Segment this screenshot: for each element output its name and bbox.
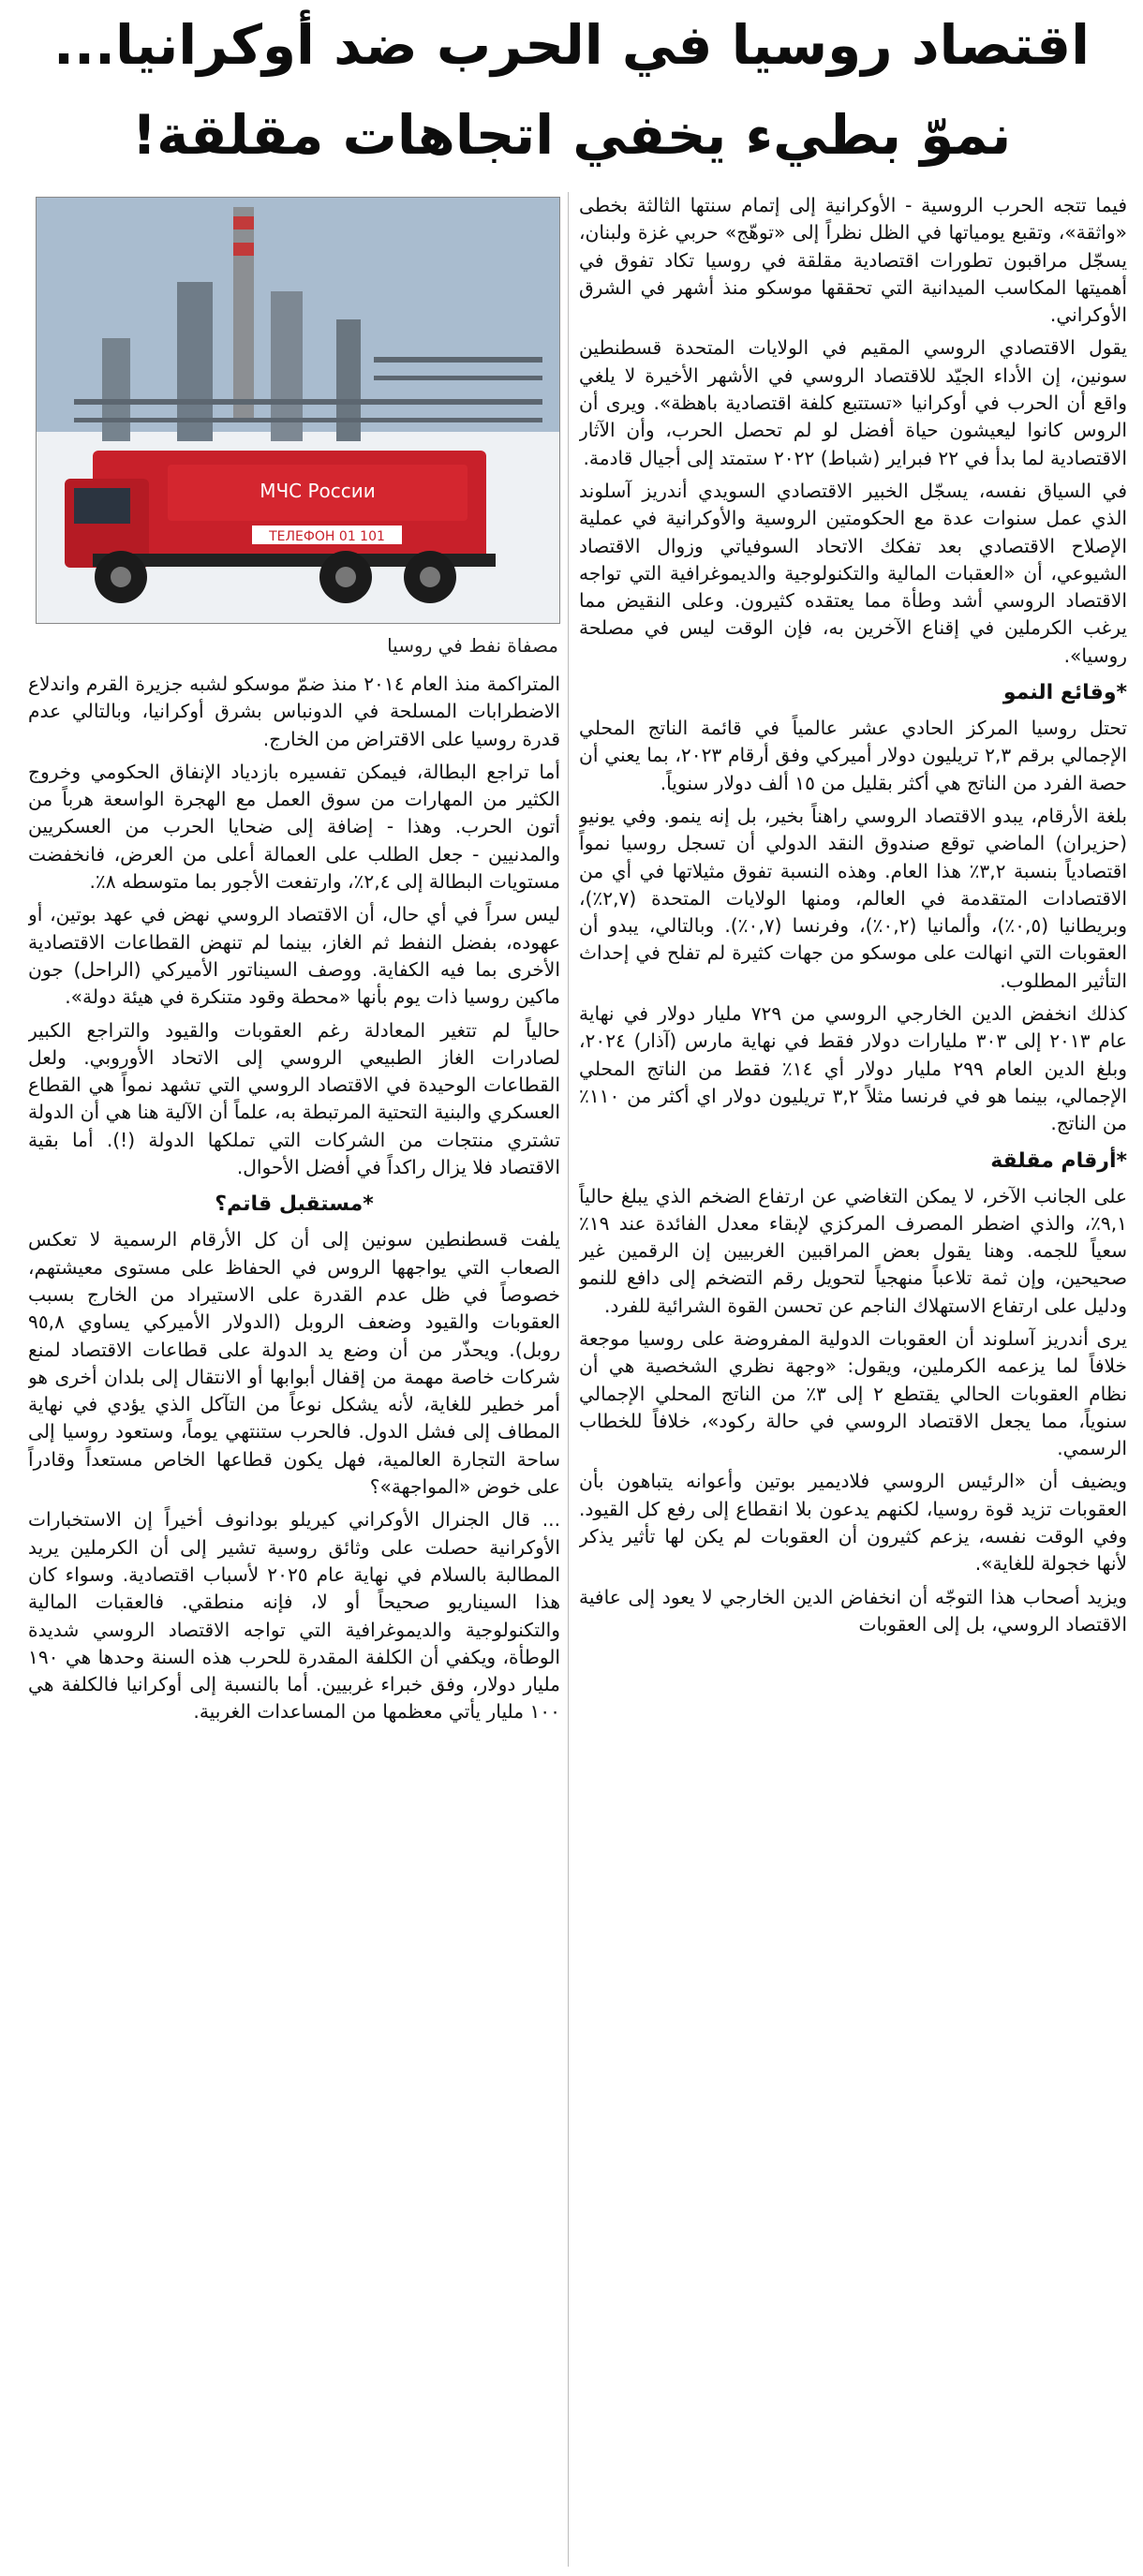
headline-line-1: اقتصاد روسيا في الحرب ضد أوكرانيا...: [52, 13, 1091, 77]
paragraph: أما تراجع البطالة، فيمكن تفسيره بازدياد الإنفاق الحكومي وخروج الكثير من المهارات من سوق العمل مع الهجرة الواسعة هرباً من أتون الحرب. وهذا - إضافة إلى ضحايا الحرب من العسكريين والمدنيين - جعل الطلب على العمالة أعلى من العرض، فانخفضت مستويات البطالة إلى ٢,٤٪، وارتفعت الأجور بما متوسطه ٨٪.: [28, 760, 560, 894]
paragraph: يقول الاقتصادي الروسي المقيم في الولايات المتحدة قسطنطين سونين، إن الأداء الجيّد للاقتصاد الروسي في الأشهر الأخيرة لا يلغي واقع أن الحرب في أوكرانيا «تستتبع كلفة اقتصادية باهظة». ويرى أن الروس كانوا ليعيشون حياة أفضل لو لم تحصل الحرب، وأن الآثار الاقتصادية لما بدأ في ٢٢ فبراير (شباط) ٢٠٢٢ ستمتد إلى أجيال قادمة.: [579, 336, 1127, 469]
refinery-photo-illustration: [37, 198, 559, 623]
paragraph: فيما تتجه الحرب الروسية - الأوكرانية إلى إتمام سنتها الثالثة بخطى «واثقة»، وتقبع يومياتها في الظل نظراً إلى «توهّج» حربي غزة ولبنان، يسجّل مراقبون تطورات اقتصادية مقلقة في روسيا تكاد تفوق في أهميتها المكاسب الميدانية التي تحققها موسكو منذ أشهر في الشرق الأوكراني.: [579, 194, 1127, 327]
article-headline: [0, 0, 1143, 197]
paragraph: المتراكمة منذ العام ٢٠١٤ منذ ضمّ موسكو لشبه جزيرة القرم واندلاع الاضطرابات المسلحة في الدونباس بشرق أوكرانيا، وبالتالي عدم قدرة روسيا على الاقتراض من الخارج.: [28, 673, 560, 750]
paragraph: ويزيد أصحاب هذا التوجّه أن انخفاض الدين الخارجي لا يعود إلى عافية الاقتصاد الروسي، بل إلى العقوبات: [579, 1585, 1127, 1636]
right-column: [579, 192, 1127, 2567]
section-heading-growth: *وقائع النمو: [1002, 681, 1127, 705]
paragraph: في السياق نفسه، يسجّل الخبير الاقتصادي السويدي أندريز آسلوند الذي عمل سنوات عدة مع الحكومتين الروسية والأوكرانية في عملية الإصلاح الاقتصادي بعد تفكك الاتحاد السوفياتي وزوال الاقتصاد الشيوعي، أن «العقبات المالية والتكنولوجية والديموغرافية التي تواجه الاقتصاد الروسي أشد وطأة مما يعتقده كثيرون. وعلى النقيض مما يرغب الكرملين في إقناع الآخرين به، فإن الوقت ليس في مصلحة روسيا».: [579, 479, 1127, 667]
paragraph: يلفت قسطنطين سونين إلى أن كل الأرقام الرسمية لا تعكس الصعاب التي يواجهها الروس في الحفاظ على مستوى معيشتهم، خصوصاً في ظل عدم القدرة على الاستيراد من الخارج بسبب العقوبات والقيود وضعف الروبل (الدولار الأميركي يساوي ٩٥,٨ روبل). ويحذّر من أن وضع يد الدولة على قطاعات الاقتصاد لمنع شركات خاصة مهمة من إقفال أبوابها أو الانتقال إلى بلدان أخرى هو أمر خطير للغاية، لأنه يشكل نوعاً من التآكل الذي يؤدي في نهاية المطاف إلى فشل الدول. فالحرب ستنتهي يوماً، وستعود روسيا إلى ساحة التجارة العالمية، فهل يكون قطاعها الخاص مستعداً وقادراً على خوض «المواجهة»؟: [28, 1228, 560, 1499]
paragraph: تحتل روسيا المركز الحادي عشر عالمياً في قائمة الناتج المحلي الإجمالي برقم ٢,٣ تريليون دولار أميركي وفق أرقام ٢٠٢٣، بما يعني أن حصة الفرد من الناتج هي أكثر بقليل من ١٥ ألف دولار سنوياً.: [579, 717, 1127, 794]
paragraph: حالياً لم تتغير المعادلة رغم العقوبات والقيود والتراجع الكبير لصادرات الغاز الطبيعي الروسي إلى الاتحاد الأوروبي. ولعل القطاعات الوحيدة في الاقتصاد الروسي التي تشهد نمواً هي القطاع العسكري والبنية التحتية المرتبطة به، علماً أن الآلية هنا هي أن الدولة تشتري منتجات من الشركات التي تملكها الدولة (!). أما بقية الاقتصاد فلا يزال راكداً في أفضل الأحوال.: [28, 1018, 560, 1179]
section-heading-future: *مستقبل قاتم؟: [215, 1192, 374, 1217]
paragraph: ... قال الجنرال الأوكراني كيريلو بودانوف أخيراً إن الاستخبارات الأوكرانية حصلت على وثائق روسية تشير إلى أن الكرملين يريد المطالبة بالسلام في نهاية عام ٢٠٢٥ لأسباب اقتصادية. وسواء كان هذا السيناريو صحيحاً أو لا، فإنه منطقي. فالعقبات المالية والتكنولوجية والديموغرافية التي تواجه الاقتصاد الروسي شديدة الوطأة، ويكفي أن الكلفة المقدرة للحرب هذه السنة وحدها هي ١٩٠ مليار دولار، وفق خبراء غربيين. أما بالنسبة إلى أوكرانيا فالكلفة هي ١٠٠ مليار يأتي معظمها من المساعدات الغربية.: [28, 1508, 560, 1724]
left-column: [28, 671, 560, 2567]
truck-lettering-phone: ТЕЛЕФОН 01 101: [269, 529, 385, 544]
headline-line-2: نموّ بطيء يخفي اتجاهات مقلقة!: [131, 103, 1012, 167]
paragraph: يرى أندريز آسلوند أن العقوبات الدولية المفروضة على روسيا موجعة خلافاً لما يزعمه الكرملين، ويقول: «وجهة نظري الشخصية هي أن نظام العقوبات الحالي يقتطع ٢ إلى ٣٪ من الناتج المحلي الإجمالي سنوياً، مما يجعل الاقتصاد الروسي في حالة ركود»، خلافاً للخطاب الرسمي.: [579, 1326, 1127, 1460]
paragraph: ليس سراً في أي حال، أن الاقتصاد الروسي نهض في عهد بوتين، أو عهوده، بفضل النفط ثم الغاز، بينما لم تنهض القطاعات الاقتصادية الأخرى بما فيه الكفاية. ووصف السيناتور الأميركي (الراحل) جون ماكين روسيا ذات يوم بأنها «محطة وقود متنكرة في هيئة دولة».: [28, 903, 560, 1009]
paragraph: ويضيف أن «الرئيس الروسي فلاديمير بوتين وأعوانه يتباهون بأن العقوبات تزيد قوة روسيا، لكنهم يدعون بلا انقطاع إلى رفع كل القيود. وفي الوقت نفسه، يزعم كثيرون أن العقوبات لم يكن لها تأثير يذكر لأنها خجولة للغاية».: [579, 1470, 1127, 1576]
refinery-photo: [36, 197, 560, 624]
truck-lettering-agency: МЧС России: [260, 480, 376, 502]
paragraph: كذلك انخفض الدين الخارجي الروسي من ٧٢٩ مليار دولار في نهاية عام ٢٠١٣ إلى ٣٠٣ مليارات دولار فقط في نهاية مارس (آذار) ٢٠٢٤، وبلغ الدين العام ٢٩٩ مليار دولار أي ١٤٪ فقط من الناتج المحلي الإجمالي، بينما هو في فرنسا مثلاً ٣,٢ تريليون دولار اي أكثر من ١١٠٪ من الناتج.: [579, 1002, 1127, 1135]
photo-caption: مصفاة نفط في روسيا: [387, 634, 558, 657]
paragraph: بلغة الأرقام، يبدو الاقتصاد الروسي راهناً بخير، بل إنه ينمو. وفي يونيو (حزيران) الماضي توقع صندوق النقد الدولي أن تسجل روسيا نمواً اقتصادياً بنسبة ٣,٢٪ هذا العام. وهذه النسبة تفوق مثيلاتها في أي من الاقتصادات المتقدمة في العالم، ومنها الولايات المتحدة (٢,٧٪)، وبريطانيا (٠,٥٪)، وألمانيا (٠,٢٪)، وفرنسا (٠,٧٪). وبالتالي، يبدو أن العقوبات التي انهالت على موسكو من جهات كثيرة لم تفلح في إحداث التأثير المطلوب.: [579, 804, 1127, 992]
paragraph: على الجانب الآخر، لا يمكن التغاضي عن ارتفاع الضخم الذي يبلغ حالياً ٩,١٪، والذي اضطر المصرف المركزي لإبقاء معدل الفائدة عند ١٩٪ سعياً للجمه. وهنا يقول بعض المراقبين الغربيين إن الرقمين غير صحيحين، وإن ثمة تلاعباً منهجياً لتحويل رقم التضخم إلى دافع للنمو ودليل على ارتفاع الاستهلاك الناجم عن تحسن القوة الشرائية للفرد.: [579, 1184, 1127, 1317]
section-heading-numbers: *أرقام مقلقة: [990, 1148, 1127, 1173]
column-divider: [568, 192, 569, 2567]
